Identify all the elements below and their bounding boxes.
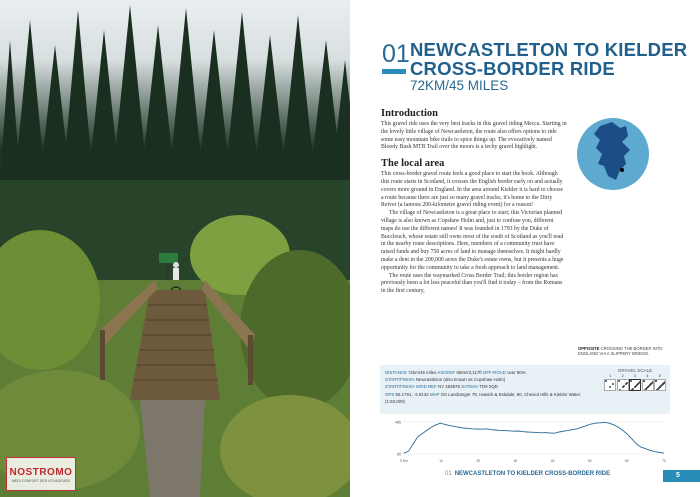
ascent-value: 950m/3,117ft <box>456 370 482 375</box>
startfinish-label: START/FINISH <box>385 377 415 383</box>
x-tick-1: 10 <box>439 459 443 463</box>
intro-body: This gravel ride uses the very best tracks in this gravel riding Mecca. Starting in the lovely little village of Newcastleton, the route also offers options to ride some easy mountain bike trails to spice things up. The evocatively named Bloody Bush MTB Trail over the moors is a techy gravel highlight. <box>381 121 567 151</box>
x-tick-7: 70 <box>662 459 666 463</box>
intro-heading: Introduction <box>381 108 438 119</box>
gravel-box-1 <box>604 379 616 391</box>
route-number-bar <box>382 69 406 74</box>
footer-route-title: NEWCASTLETON TO KIELDER CROSS-BORDER RIDE <box>454 471 611 477</box>
gravel-box-5 <box>654 379 666 391</box>
grid-value: NY 483875 <box>438 384 460 390</box>
elevation-profile <box>380 416 670 466</box>
local-paragraph-2: The village of Newcastleton is a great place to start; this Victorian planned village is also known as Copshaw Holm and, just to confuse you, different maps do use the different names! It was founded in 1793 by the Duke of Buccleuch, whose estate still owns most of the south of Scotland as you'll read in the nearby route descriptions. Here, members of a community trust have raised funds and buy 750 acres of land to manage themselves. It might hardly make a dent in the 200,000 acres the Duke's estate owns, but it presents a huge opportunity for the community to take a fresh approach to land management. <box>381 210 564 271</box>
page-footer <box>350 470 700 482</box>
text-column <box>381 108 567 296</box>
route-distance: 72KM/45 MILES <box>410 78 509 93</box>
route-info-box <box>380 365 670 414</box>
gravel-level-3: 3 <box>634 374 636 378</box>
gravel-level-5: 5 <box>658 374 661 378</box>
route-number: 01 <box>382 40 410 68</box>
gravel-level-2: 2 <box>621 374 624 378</box>
caption-lead: OPPOSITE <box>578 346 600 351</box>
local-paragraph-1: This cross-border gravel route feels a good place to start the book. Although this route starts in Scotland, it crosses the English border early on and actually covers more ground in England. In the area around Kielder it is hard to choose a route because there are just so many gravel tracks; it's home to the Dirty Reiver (a famous 200-kilometre gravel riding event) for a reason! <box>381 171 564 209</box>
nostromo-watermark <box>6 457 76 491</box>
caption-text: CROSSING THE BORDER INTO ENGLAND VIA A SLIPPERY BRIDGE. <box>578 346 663 357</box>
gravel-box-4 <box>642 379 654 391</box>
ascent-label: ASCENT <box>437 370 456 375</box>
grid-label: START/FINISH GRID REF <box>385 384 437 390</box>
map-label: MAP <box>429 391 440 397</box>
x-tick-4: 40 <box>550 459 555 463</box>
watermark-tagline: MEDI CONFORT DES VOYAGEURS <box>12 479 70 483</box>
x-tick-3: 30 <box>513 459 518 463</box>
gravel-box-2 <box>617 379 629 391</box>
satnav-value: TD9 0QD <box>479 384 498 390</box>
page-number: 5 <box>663 470 700 482</box>
x-tick-0: 0 Km <box>400 459 408 463</box>
gps-value: 55.1791, -2.8134 <box>395 391 429 397</box>
footer-route-number: 01 <box>445 471 452 477</box>
route-location-marker <box>620 168 624 172</box>
y-tick-top: 485 <box>395 420 401 425</box>
gps-label: GPS <box>385 391 395 397</box>
offroad-value: over 90% <box>507 370 526 375</box>
route-page <box>350 0 700 497</box>
startfinish-value: Newcastleton (also known as Copshaw Holm) <box>415 377 506 383</box>
watermark-brand: NOSTROMO <box>9 467 73 478</box>
offroad-label: OFF-ROAD <box>482 370 506 375</box>
x-tick-5: 50 <box>587 459 592 463</box>
x-tick-6: 60 <box>625 459 629 463</box>
footer-route <box>445 471 610 477</box>
gravel-scale <box>604 368 666 391</box>
elevation-line <box>404 422 664 453</box>
gravel-level-4: 4 <box>646 374 649 378</box>
gravel-scale-label: GRAVEL SCALE <box>617 368 653 373</box>
distance-value: 72km/45 miles <box>408 370 437 375</box>
gravel-box-3 <box>629 379 641 391</box>
photo-caption <box>578 346 678 357</box>
local-heading: The local area <box>381 158 445 170</box>
map-value: OS Landranger 79, Hawick & Eskdale; 80, Cheviot Hills & Kielder Water (1:50,000) <box>385 391 581 404</box>
distance-label: DISTANCE <box>385 370 407 375</box>
route-facts <box>385 369 590 405</box>
gravel-level-1: 1 <box>609 374 612 378</box>
satnav-label: SATNAV <box>461 384 479 390</box>
scotland-locator-map <box>576 106 650 202</box>
y-tick-bottom: 85 <box>397 452 401 457</box>
x-tick-2: 20 <box>476 459 481 463</box>
local-paragraph-3: The route uses the waymarked Cross Border Trail; this border region has previously been a lot less peaceful than you'll find it today – from the Romans in the first century, <box>381 272 563 295</box>
route-title: NEWCASTLETON TO KIELDER CROSS-BORDER RIDE <box>410 39 688 79</box>
